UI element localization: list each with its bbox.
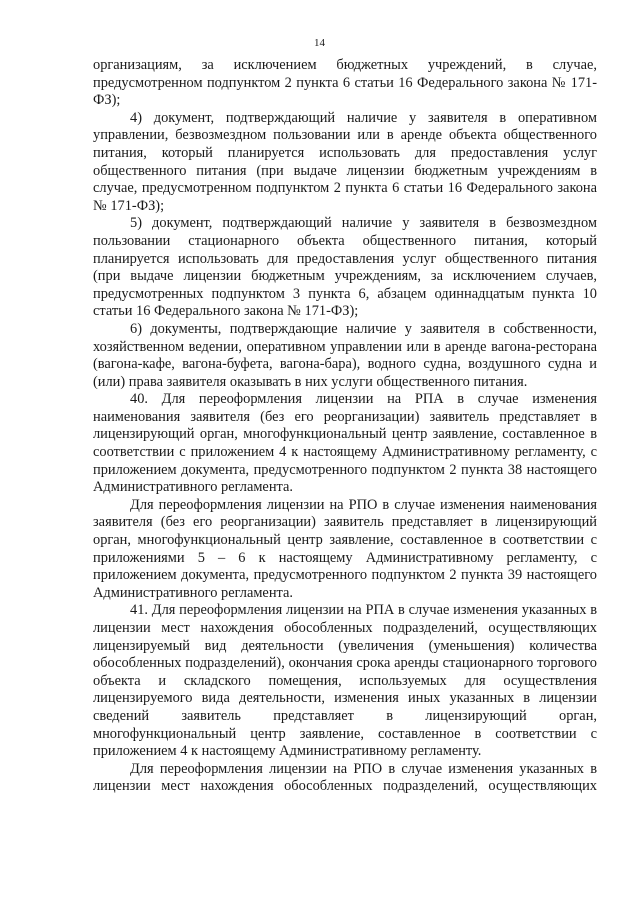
paragraph-clause-41-rpo: Для переоформления лицензии на РПО в случае изменения указанных в лицензии мест нахождения обособленных подразделений, осуществляющих [93,760,597,795]
page-number: 14 [314,37,325,49]
paragraph-item-5: 5) документ, подтверждающий наличие у заявителя в безвозмездном пользовании стационарного объекта общественного питания, который планируется использовать для предоставления услуг общественного питания (при выдаче лицензии бюджетным учреждениям, за исключением случаев, предусмотренных подпунктом 3 пункта 6, абзацем одиннадцатым пункта 10 статьи 16 Федерального закона № 171-ФЗ); [93,215,597,320]
paragraph-clause-41: 41. Для переоформления лицензии на РПА в случае изменения указанных в лицензии мест нахождения обособленных подразделений, осуществляющих лицензируемый вид деятельности (увеличения (уменьшения) количества обособленных подразделений), окончания срока аренды стационарного торгового объекта и складского помещения, используемых для осуществления лицензируемого вида деятельности, изменения иных указанных в лицензии сведений заявитель представляет в лицензирующий орган, многофункциональный центр заявление, составленное в соответствии с приложением 4 к настоящему Административному регламенту. [93,602,597,760]
paragraph-continuation: организациям, за исключением бюджетных учреждений, в случае, предусмотренном подпунктом 2 пункта 6 статьи 16 Федерального закона № 171-ФЗ); [93,57,597,109]
paragraph-clause-40-rpo: Для переоформления лицензии на РПО в случае изменения наименования заявителя (без его реорганизации) заявитель представляет в лицензирующий орган, многофункциональный центр заявление, составленное в соответствии с приложениями 5 – 6 к настоящему Административному регламенту, с приложением документа, предусмотренного подпунктом 2 пункта 39 настоящего Административного регламента. [93,496,597,601]
paragraph-item-4: 4) документ, подтверждающий наличие у заявителя в оперативном управлении, безвозмездном пользовании или в аренде объекта общественного питания, который планируется использовать для предоставления услуг общественного питания (при выдаче лицензии бюджетным учреждениям в случае, предусмотренном подпунктом 2 пункта 6 статьи 16 Федерального закона № 171-ФЗ); [93,109,597,214]
document-body [93,57,597,796]
paragraph-item-6: 6) документы, подтверждающие наличие у заявителя в собственности, хозяйственном ведении, оперативном управлении или в аренде вагона-ресторана (вагона-кафе, вагона-буфета, вагона-бара), водного судна, воздушного судна и (или) права заявителя оказывать в них услуги общественного питания. [93,320,597,390]
paragraph-clause-40: 40. Для переоформления лицензии на РПА в случае изменения наименования заявителя (без его реорганизации) заявитель представляет в лицензирующий орган, многофункциональный центр заявление, составленное в соответствии с приложением 4 к настоящему Административному регламенту, с приложением документа, предусмотренного подпунктом 2 пункта 38 настоящего Административного регламента. [93,391,597,496]
